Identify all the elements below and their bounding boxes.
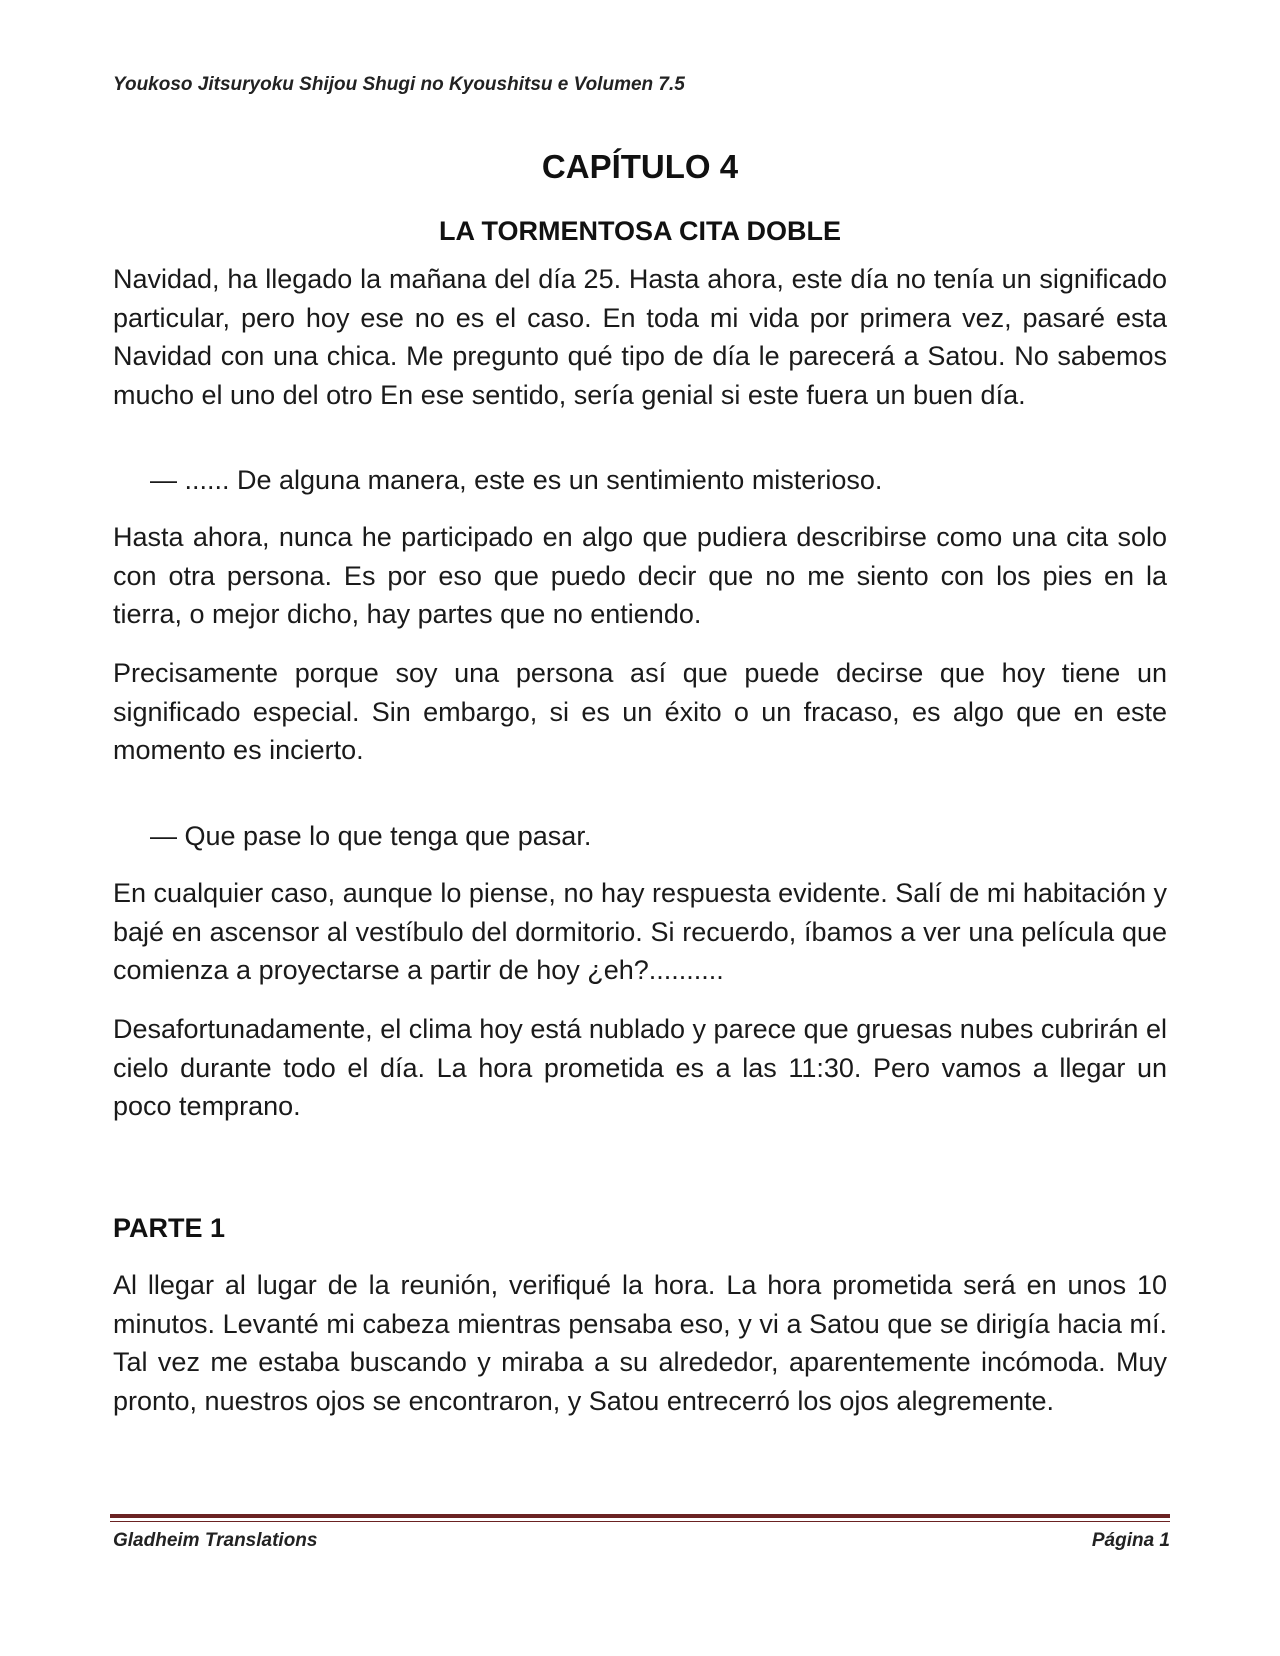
paragraph-4 [113,874,1167,990]
paragraph-text: Precisamente porque soy una persona así que puede decirse que hoy tiene un significado especial. Sin embargo, si es un éxito o un fracaso, es algo que en este momento es incierto. [113,658,1167,765]
chapter-title: CAPÍTULO 4 [541,148,739,185]
section-heading: PARTE 1 [113,1213,226,1243]
dialogue-line-2 [113,817,1167,856]
paragraph-3 [113,654,1167,770]
chapter-subtitle: LA TORMENTOSA CITA DOBLE [439,216,841,246]
paragraph-5 [113,1010,1167,1126]
dialogue-line-1 [113,461,1167,500]
paragraph-text: Desafortunadamente, el clima hoy está nublado y parece que gruesas nubes cubrirán el cielo durante todo el día. La hora prometida es a las 11:30. Pero vamos a llegar un poco temprano. [113,1014,1167,1121]
page-header-title: Youkoso Jitsuryoku Shijou Shugi no Kyoushitsu e Volumen 7.5 [113,74,685,95]
paragraph-text: Hasta ahora, nunca he participado en algo que pudiera describirse como una cita solo con otra persona. Es por eso que puedo decir que no me siento con los pies en la tierra, o mejor dicho, hay partes que no entiendo. [113,522,1167,629]
dialogue-text: — ...... De alguna manera, este es un sentimiento misterioso. [150,465,883,495]
dialogue-text: — Que pase lo que tenga que pasar. [150,821,592,851]
section-paragraph [113,1266,1167,1420]
footer-page-number: Página 1 [1091,1530,1170,1551]
footer-divider [110,1514,1170,1518]
paragraph-2 [113,518,1167,634]
paragraph-text: Navidad, ha llegado la mañana del día 25. Hasta ahora, este día no tenía un significado particular, pero hoy ese no es el caso. En toda mi vida por primera vez, pasaré esta Navidad con una chica. Me pregunto qué tipo de día le parecerá a Satou. No sabemos mucho el uno del otro En ese sentido, sería genial si este fuera un buen día. [113,264,1167,410]
paragraph-text: En cualquier caso, aunque lo piense, no hay respuesta evidente. Salí de mi habitación y bajé en ascensor al vestíbulo del dormitorio. Si recuerdo, íbamos a ver una película que comienza a proyectarse a partir de hoy ¿eh?.......... [113,878,1167,985]
footer-divider-thin [110,1521,1170,1522]
paragraph-text: Al llegar al lugar de la reunión, verifiqué la hora. La hora prometida será en unos 10 minutos. Levanté mi cabeza mientras pensaba eso, y vi a Satou que se dirigía hacia mí. Tal vez me estaba buscando y miraba a su alrededor, aparentemente incómoda. Muy pronto, nuestros ojos se encontraron, y Satou entrecerró los ojos alegremente. [113,1270,1167,1416]
paragraph-1 [113,260,1167,414]
footer-translator: Gladheim Translations [113,1530,318,1551]
